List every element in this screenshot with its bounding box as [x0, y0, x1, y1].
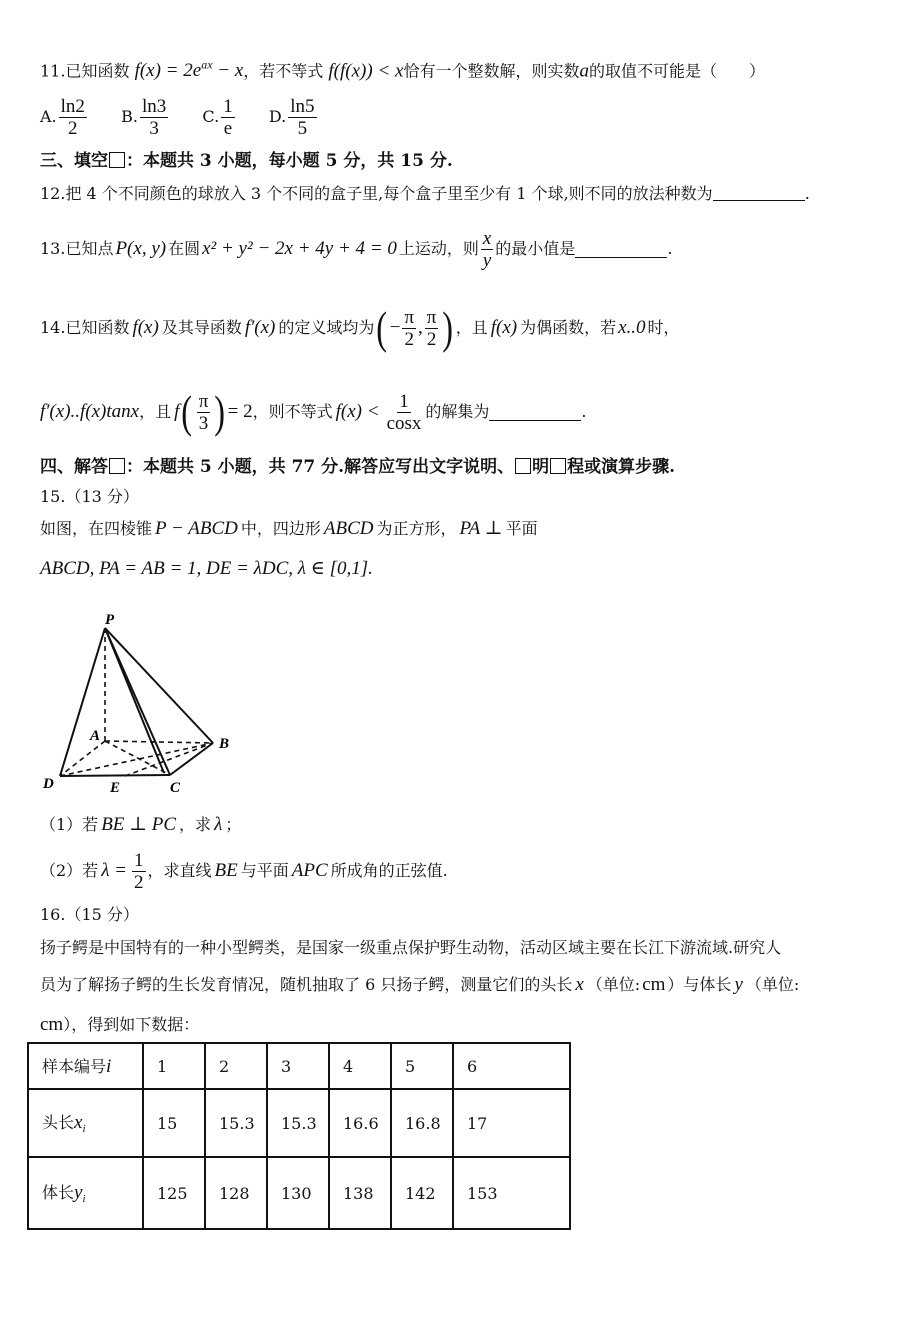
option-b: B. $\frac{\ln 3}{3}$: [121, 96, 167, 139]
row-label: 头长$x_i$: [28, 1089, 143, 1157]
edge-ab: [105, 741, 213, 743]
edge-ad: [60, 741, 105, 776]
table-cell: 17: [453, 1089, 570, 1157]
table-cell: 138: [329, 1157, 391, 1229]
table-row-y: [28, 1157, 570, 1229]
missing-glyph-icon: [515, 458, 531, 474]
text: 恰有一个整数解，则实数: [403, 61, 580, 81]
edge-pe: [105, 628, 164, 773]
missing-glyph-icon: [550, 458, 566, 474]
table-cell: 16.8: [391, 1089, 453, 1157]
math-function: $f(x) = 2e^{ax} - x$: [134, 58, 244, 82]
table-row-x: [28, 1089, 570, 1157]
edge-pb: [105, 628, 213, 743]
table-row-ids: [28, 1043, 570, 1089]
text: 已知函数: [65, 61, 130, 81]
table-cell: 5: [391, 1043, 453, 1089]
question-14-line-2: f′(x)..f(x)tanx ，且 f ( $\frac{\pi}{3}$ ) = 2 ，则不等式 f(x) < $\frac{1}{\cos x}$ 的解集为 .: [40, 386, 587, 437]
label-d: D: [43, 776, 54, 792]
edge-cb: [170, 743, 213, 775]
table-cell: 15.3: [205, 1089, 267, 1157]
question-16-line-3: cm），得到如下数据：: [40, 1014, 200, 1035]
question-15-part-2: （2）若 λ = $\frac{1}{2}$ ，求直线 BE 与平面 APC 所成角的正弦值.: [40, 849, 448, 893]
label-b: B: [219, 736, 230, 752]
label-e: E: [110, 780, 121, 796]
table-cell: 15: [143, 1089, 205, 1157]
label-p: P: [105, 612, 115, 628]
row-label: 样本编号i: [28, 1043, 143, 1089]
table-cell: 153: [453, 1157, 570, 1229]
question-15-part-1: （1）若 BE ⊥ PC ，求 λ ；: [40, 814, 242, 835]
table-cell: 15.3: [267, 1089, 329, 1157]
table-cell: 6: [453, 1043, 570, 1089]
table-cell: 1: [143, 1043, 205, 1089]
table-cell: 16.6: [329, 1089, 391, 1157]
question-16-line-2: 员为了解扬子鳄的生长发育情况，随机抽取了 6 只扬子鳄，测量它们的头长 x （单位: cm ）与体长 y （单位:: [40, 974, 800, 995]
table-cell: 125: [143, 1157, 205, 1229]
row-label: 体长$y_i$: [28, 1157, 143, 1229]
label-a: A: [90, 728, 101, 744]
question-12: 12.把 4 个不同颜色的球放入 3 个不同的盒子里,每个盒子里至少有 1 个球,则不同的放法种数为 .: [40, 184, 810, 203]
option-a: A. $\frac{\ln 2}{2}$: [40, 96, 85, 139]
question-11-options: [40, 96, 870, 142]
section-4-heading: 四、解答 ：本题共 5 小题，共 77 分.解答应写出文字说明、 明 程或演算步骤.: [40, 457, 675, 477]
question-15-line-2: ABCD, PA = AB = 1, DE = λDC, λ ∈ [0,1].: [40, 558, 373, 579]
edge-dc: [60, 775, 170, 776]
answer-blank: [713, 184, 805, 201]
table-cell: 130: [267, 1157, 329, 1229]
crocodile-data-table: [27, 1042, 571, 1230]
question-16-line-1: 扬子鳄是中国特有的一种小型鳄类，是国家一级重点保护野生动物，活动区域主要在长江下游流域.研究人: [40, 938, 782, 957]
question-15-header: 15.（13 分）: [40, 487, 139, 506]
missing-glyph-icon: [109, 458, 125, 474]
option-d: D. $\frac{\ln 5}{5}$: [268, 96, 315, 139]
math-var: a: [579, 60, 589, 82]
text: ，若不等式: [243, 61, 324, 81]
edge-ac: [105, 741, 170, 775]
missing-glyph-icon: [109, 152, 125, 168]
text: 的取值不可能是（ ）: [588, 61, 765, 81]
question-14-line-1: 14.已知函数 f(x) 及其导函数 f′(x) 的定义域均为 ( − $\frac{\pi}{2}$ , $\frac{\pi}{2}$ ) ，且 f(x) 为偶函数，若 x..0 时，: [40, 302, 680, 353]
edge-pd: [60, 628, 105, 776]
question-13: 13.已知点 P(x, y) 在圆 x² + y² − 2x + 4y + 4 = 0 上运动，则 $\frac{x}{y}$ 的最小值是 .: [40, 227, 673, 271]
question-number: 11.: [40, 61, 66, 81]
answer-blank: [489, 404, 581, 421]
question-11: [40, 54, 870, 82]
math-inequality: f(f(x)) < x: [328, 60, 404, 82]
pyramid-figure: [35, 608, 245, 796]
option-c: C. $\frac{1}{e}$: [202, 96, 233, 139]
table-cell: 4: [329, 1043, 391, 1089]
section-3-heading: 三、填空 ：本题共 3 小题，每小题 5 分，共 15 分.: [40, 151, 453, 171]
question-16-header: 16.（15 分）: [40, 905, 139, 924]
table-cell: 128: [205, 1157, 267, 1229]
answer-blank: [575, 241, 667, 258]
table-cell: 3: [267, 1043, 329, 1089]
question-15-line-1: 如图，在四棱锥 P − ABCD 中，四边形 ABCD 为正方形， PA ⊥ 平面: [40, 518, 538, 539]
table-cell: 2: [205, 1043, 267, 1089]
label-c: C: [170, 780, 181, 796]
table-cell: 142: [391, 1157, 453, 1229]
